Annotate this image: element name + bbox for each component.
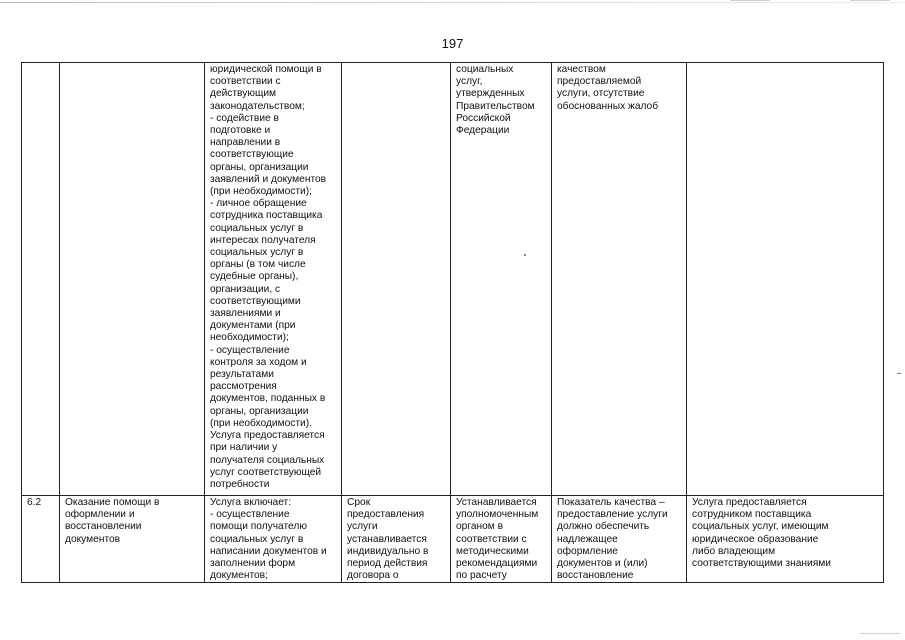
cell-service-content: юридической помощи в соответствии с действующим законодательством; - содействие в подготовке и направлении в соответствующие органы, организации заявлений и документов (при необходимости); - личное обращение сотрудника поставщика социальных услуг в интересах получателя социальных услуг в органы (в том числе судебные органы), организации, с соответствующими заявлениями и документами (при необходимости); - осуществление контроля за ходом и результатами рассмотрения документов, поданных в органы, организации (при необходимости). Услуга предоставляется при наличии у получателя социальных услуг соответствующей потребности: [205, 63, 342, 496]
cell-conditions: Услуга предоставляется сотрудником поставщика социальных услуг, имеющим юридическое образование либо владеющим соответствующими знаниями: [687, 496, 884, 583]
scan-edge-line: [0, 2, 905, 3]
table-row: [22, 496, 884, 583]
cell-service-term: [342, 63, 451, 496]
cell-number: [22, 63, 60, 496]
scan-speck: [524, 254, 526, 256]
cell-service-name: [60, 63, 205, 496]
scan-mark: [730, 0, 770, 1]
cell-number: 6.2: [22, 496, 60, 583]
scan-mark: [860, 633, 900, 634]
services-table: [21, 62, 884, 583]
cell-service-content: Услуга включает: - осуществление помощи получателю социальных услуг в написании документов и заполнении форм документов;: [205, 496, 342, 583]
page-number: 197: [441, 36, 464, 51]
scan-mark: [850, 0, 890, 1]
cell-conditions: [687, 63, 884, 496]
cell-service-norm: социальных услуг, утвержденных Правительством Российской Федерации: [451, 63, 552, 496]
table-row: [22, 63, 884, 496]
cell-service-name: Оказание помощи в оформлении и восстановлении документов: [60, 496, 205, 583]
cell-service-norm: Устанавливается уполномоченным органом в соответствии с методическими рекомендациями по расчету: [451, 496, 552, 583]
cell-service-term: Срок предоставления услуги устанавливается индивидуально в период действия договора о: [342, 496, 451, 583]
cell-quality-indicator: качеством предоставляемой услуги, отсутствие обоснованных жалоб: [552, 63, 687, 496]
cell-quality-indicator: Показатель качества – предоставление услуги должно обеспечить надлежащее оформление документов и (или) восстановление: [552, 496, 687, 583]
margin-mark: [897, 373, 901, 374]
